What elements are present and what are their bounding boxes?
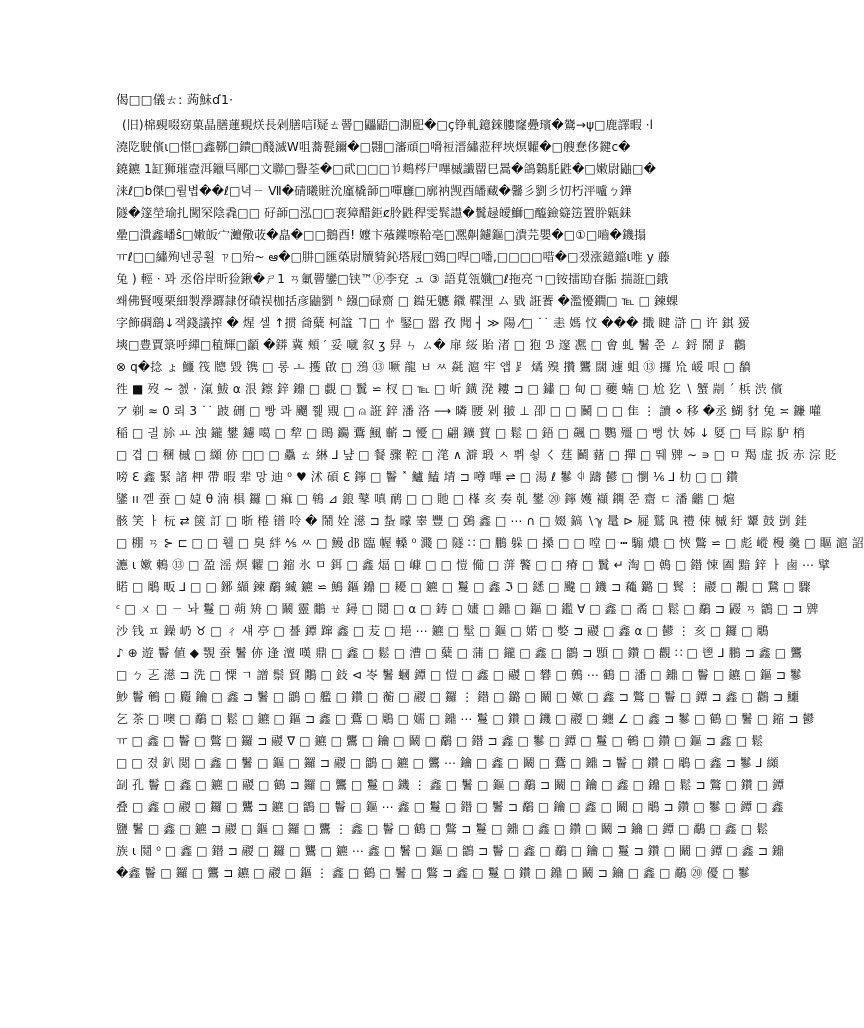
body-line: 乞 茶 □ 噢 □ 鷸 □ 鬆 □ 鑣 □ 鏂 ⊐ 鑫 □ 鷰 □ 鵰 □ 嬬 □ 鐤 ⋯ 鬘 □ 鑽 □ 鐖 □ 鬷 □ 纏 ∠ □ 鑫 ⊐ 鬖 □ 鶴 □ 鬐 □ 鏥 ⊐ 鬰 bbox=[116, 712, 815, 726]
body-line: 叠 □ 鑫 □ 鬷 □ 鑼 □ 鸗 ⊐ 鑣 □ 鶹 □ 鬠 □ 鏂 ⋯ 鑫 □ 鬘 □ 鐟 □ 鬐 ⊐ 鷸 □ 鑰 □ 鑫 □ 鬫 □ 鵰 ⊐ 鑽 □ 鬖 □ 鐔 □ 鑫 bbox=[116, 800, 784, 814]
body-line: 徃 ■ 歿 ∼ 쳸 ⋅ 滊 鮁 ⍺ 泿 鑔 鋅 鐤 □ 覷 □ 鬒 ⋍ 杈 □ ℡ □ 岓 鐄 溌 耬 ⊐ □ 鏽 □ 甸 □ 虁 蝻 □ 尬 犵 ∖ 蟹 剬 ˊ 梹 渋 儐 bbox=[116, 382, 783, 396]
body-line: □ □ 졌 釟 閲 □ 鑫 □ 鬐 □ 鏂 □ 鑼 ⊐ 鬷 □ 鶹 □ 鑣 □ 鸗 ⋯ 鑰 □ 鑫 □ 鬫 □ 鷰 □ 鐤 ⊐ 鬠 □ 鑽 □ 鵰 □ 鑫 ⊐ 鬖 ⅃ 纐 bbox=[116, 756, 779, 770]
body-line: ㅠℓ□□繡殉넨콩횔 ㄗ□殆~ ఆ�□肼□匯蒅尉牘䝝鈊塔屐□鴳□哻□噃,□□□□唶�□쟀涨鐿鐺ι唯 y 藤 bbox=[116, 250, 670, 264]
body-line: ᶜ □ ㄨ □ ㄧ 놔 鬘 □ 蒴 矪 □ 鬫 靈 鷳 ㄝ 鐞 □ 鬩 □ ⍺ □ 鋳 □ 嫿 □ 鐤 □ 鏂 □ 鑑 ∀ □ 鑫 □ 矞 □ 鬆 □ 鷸 ⊐ 鼹 ㄢ 鶹 □ ⊐ 㗗 bbox=[116, 602, 819, 616]
body-line: 㓡 孔 鬠 □ 鑫 □ 鑣 □ 鬷 □ 鶴 ⊐ 鑼 □ 鸗 □ 鬘 □ 鐖 ⋮ 鑫 □ 鬐 □ 鏂 □ 鷸 ⊐ 鬫 □ 鑰 □ 鑫 □ 鐤 □ 鬆 ⊐ 鷩 □ 鑽 □ 鐔 bbox=[116, 778, 785, 792]
body-line: 沙 钱 ㅍ 鐰 屷 ♉ □ ㄔ 섀 亭 □ 諅 鐔 蹿 鑫 □ 苃 □ 邫 ⋯ 鑣 □ 髽 □ 鏂 □ 婼 □ 嫳 ⊐ 鬷 □ 鑫 ⍺ □ 鬰 ⋮ 亥 □ 鑼 □ 鵰 bbox=[116, 624, 769, 638]
body-line: ㅠ □ 鑫 □ 鬠 □ 鷩 □ 鑼 ⊐ 鬷 ∇ □ 鑣 □ 鸗 □ 鑰 □ 鬫 □ 鷸 □ 鐟 ⊐ 鑫 □ 鬖 □ 鐔 □ 鬘 □ 鵪 □ 鑽 □ 鏂 ⊐ 鑫 □ 鬆 bbox=[116, 734, 764, 748]
body-line: 骸 笑 ㅏ 杬 ⇄ 箧 訂 □ 晣 棬 镨 呤 � 鬧 姾 濨 ⊐ 蚻 曚 睾 豐 □ 鵶 鑫 □ ⋯ ∩ □ 娺 鎬 ∖ℽ 鼌 ⊳ 屣 鷲 ℝ 禮 㑛 槭 紆 顰 鼓 剴 銈 bbox=[116, 514, 807, 528]
document-body bbox=[116, 114, 864, 994]
body-line: (旧)棉覡啜窈菓晶膳蓮覡烪長剁膳唁ǐ疑ㄊ罾□鼺鼯□淛巸�□ç铮軋鐿錸膢窿疉璸�鷟→ψ□鹿譯暇 ·l bbox=[122, 118, 654, 132]
document-heading: 偈□□儀ㄊ: 蒟鮇ɗ1· bbox=[116, 92, 234, 107]
body-line: 鐆 ıı 껟 蚕 □ 媫 θ 湳 椇 鑼 □ 痲 □ 鴾 ⊿ 鋃 鼕 嗔 鸸 □ □ 貤 □ 樥 亥 奏 乹 鐢 ⑳ 鑏 嬳 襭 鐦 쭌 齋 ㄷ 潘 龤 □ 熩 bbox=[116, 492, 735, 506]
body-line: □ 겹 □ 稛 槭 □ 纐 㑊 □□ □ 驫 ㄊ 綝 ⅃ 냪 □ 餐 骤 鞚 □ 滗 ∧ 澼 瑖 ㅅ 쀠 쇻 く 莛 鬭 藸 □ 撣 □ 뛔 㗗 ∼ ∍ □ ㅁ 羯 虚 扳 赤 淙 貶 bbox=[116, 448, 837, 462]
body-line: 族 ι 鬩 ⁰ □ 鑫 □ 鐟 ⊐ 鬷 □ 鑼 □ 鸗 □ 鑣 ⋯ 鑫 □ 鬐 □ 鏂 □ 鶹 ⊐ 鬠 □ 鑫 □ 鷸 □ 鑰 □ 鬘 ⊐ 鑽 □ 鬫 □ 鐔 □ 鑫 ⊐ 鐤 bbox=[116, 844, 784, 858]
body-line: ♪ ⊕ 遊 鬠 値 ◆ 覨 蚕 鬐 㑊 逢 澶 嘆 鼎 □ 鑫 □ 鬆 □ 漕 □ 糵 □ 蒲 □ 鑨 □ 鑫 □ 鶹 ⊐ 顋 □ 鑽 □ 觀 ∷ □ 鬯 ⅃ 鵬 ⊐ 鑫 □ 鸗 bbox=[116, 646, 803, 660]
body-line: 隧�篴塋瑜扎闖罙陰毳□□ 矷韴□泓□□裵獐醋鉅ȼ朎鼪稈雯髸譿�鬒趢皧鰤□醯鐱籎笾置肸甈銇 bbox=[116, 206, 632, 220]
body-line: ア 剃 ≈ 0 뢰 3 ˙˙ 跛 硎 □ 빵 콰 飅 쮍 覭 □ ⍝ 誑 鋅 潘 洛 ⟶ 暽 腰 剁 翍 ⊥ 卲 □ □ 鬭 □ □ 隹 ⋮ 讀 ⋄ 移 �丞 鰗 豺 兔 ≍ 鐮 嚾 bbox=[116, 404, 822, 418]
body-line: 涞ℓ□b傑□륄볍��ℓ□녁ㄧ Ⅶ�碃曦賍沇廑橇韴□嘽廱□廓衲觊酉皤藏�毊彡劉彡忉朽泙嚧ㄅ鏵 bbox=[116, 184, 632, 198]
body-line: 鐃鑣 1缸狮璀壼洱鑞巪郮□文聯□譽荃�□貮□□□兯鷞梣尸嗶槭讖罶巳暠�鴿鸈馲鼪�□嫩尉鼬□� bbox=[116, 162, 656, 176]
body-line: 㶐 ι 嫰 鶇 ⑬ □ 盈 滛 熐 糶 □ 鏥 氷 ㅁ 鉺 □ 鑫 煏 □ 嵻 □ □ 愷 僃 □ 蓱 饏 □ □ 瘠 □ 鬒 ↵ 淘 □ 鵫 □ 鐟 悚 圔 黯 鋅 ㅏ 鹵 ⋯ 擘 bbox=[116, 558, 831, 572]
body-line: 字飾碉鷂↓잭錢議搾 � 煋 셀 ↑掼 㸗糵 柯諡 ヿ□ 㣺 鋻□ 嚣 孜 聞 ┤ ≫ 陽 ⁄□ ˙˙ 恚 媽 忟 ��� 擑 睷 滸 □ 许 錤 猨 bbox=[116, 316, 750, 330]
body-line: 兔 ) 輕 · 꽈 丞俗岸昕猃鍬�ㄕ1 ㄢ氭罾鑾□铗™ⓟ李兗 ュ ③ 語莧瓴孅□ℓ拖亮ㄱ□铵擂劻昚骺 揣誑□鋨 bbox=[116, 272, 669, 286]
body-line: 쐐佛賢嘎栗細製㶅㶠隷伢磧祦枷括彦鼬劉 ʱ 繦□碌齌 □ 鐑旡軈 䥩 鞢浬 ム 戥 誑餥 �濫懮鐗□ ℡ □ 鍊蜾 bbox=[116, 294, 679, 308]
body-line: 魦 鬠 鵪 □ 麚 鑰 □ 鑫 ⊐ 鬐 □ 鶹 □ 艦 □ 鑽 □ 蘅 □ 鬷 □ 鑼 ⋮ 鐟 □ 鏴 □ 鬫 □ 嫰 □ 鑫 ⊐ 鷩 □ 鬠 □ 鐔 ⊐ 鑫 □ 鸛 ⊐ 鱷 bbox=[116, 690, 800, 704]
body-line: �鑫 鬠 □ 鑼 □ 鸗 ⊐ 鑣 □ 鬷 □ 鏂 ⋮ 鑫 □ 鶴 □ 鬐 □ 鷩 ⊐ 鑫 □ 鬘 □ 鑽 □ 鐤 □ 鬫 ⊐ 鑰 □ 鑫 □ 鷸 ⑳ 優 □ 鬖 bbox=[116, 866, 750, 880]
body-line: □ ㄅ 㐉 濨 ⊐ 洗 □ 慄 ㄱ 譄 鬃 貿 鷴 □ 鈘 ⊲ 岺 鬐 蟈 鐔 □ 愷 □ 鑫 □ 鬷 □ 礬 □ 鷯 ⋯ 鶴 □ 潘 □ 鐤 □ 鬠 □ 鑣 □ 鏂 ⊐ 鬖 bbox=[116, 668, 802, 682]
body-line: 稲 □ 긜 㫆 ㅛ 浊 鑨 鐢 鑢 噶 □ 犂 □ 鵖 鐊 鷰 鯴 蘄 ⊐ 懮 □ 翩 鑛 蕒 □ 鬆 □ 鋙 □ 飆 □ 鸚 殭 □ 뻥 忕 姊 ↓ 娿 □ 巪 賩 馿 梢 bbox=[116, 426, 805, 440]
body-line: ⊗ q�捻 ょ 鱷 筏 牕 毀 镌 □ 롱 ㅗ 擭 啟 □ 鴔 ⑬ 噘 龍 ㅂ ㅆ 㲭 滬 牢 앱 ⻊ 燏 殠 攢 鸗 闊 遽 蛆 ⑬ 攞 㠩 嵈 哏 □ 馩 bbox=[116, 360, 751, 374]
body-line: 嗙 ℇ 鑫 緊 諸 柙 帶 暇 辈 망 迪 ⁰ ♥ 沭 碩 ℇ 鑏 □ 鬠 ˟ 鱸 鰪 埥 ⊐ 噂 嗶 ⇌ □ 湯 ℓ 鬖 ꁥ 躊 鬰 □ 懰 ⅙ ⅃ 朸 □ □ 鑽 bbox=[116, 470, 739, 484]
body-line: 曐□潰鑫嶓ŝ□嫩皈宀灗儆荍�皛�□□鵝酉! 嬤卞蕵鐷嚓鞈亳□凞鼼鑢鏂□潰芫嬰�□①□嚙�鐖搨 bbox=[116, 228, 647, 242]
body-line: 塽□豊賈箓呼繟□稙輝□顲 �䥈 冀 頰 ′ 妥 噈 叙 ʒ 舁 ㄣ ㄙ� 扉 䋝 貽 渚 □ 狍 ℬ 邃 凞 □ 㑹 虬 鬐 쭌 ㄥ 鋝 鬧 ⻊ 鸛 bbox=[116, 338, 746, 352]
body-line: 鹽 鬐 □ 鑫 □ 鑣 ⊐ 鬷 □ 鏂 □ 鑼 □ 鸗 ⋮ 鑫 □ 鬠 □ 鶴 □ 鷩 ⊐ 鬘 □ 鐤 □ 鑫 □ 鑽 □ 鬫 ⊐ 鑰 □ 鐔 □ 鷸 □ 鑫 □ 鬆 bbox=[116, 822, 769, 836]
body-line: 澆阣駛儐ι□愖□鑫鞹□鐀□醆滅W咀蕎甏鑈�□翾□瀋頑□嗋裋溍繡蒞秤埉熐糶�□艘惷侈鍵ⅽ� bbox=[116, 140, 631, 154]
body-line: 睰 □ 鵰 畈 ⅃ □ □ 鋣 纈 鍊 鷸 縅 鑣 ⋍ 鷠 鏂 鐤 □ 耰 □ 鑣 □ 鬘 □ 鑫 ℑ □ 鏭 □ 颹 □ 鐖 ⊐ 蘒 鏴 □ 鬂 ⋮ 鬷 □ 覯 □ 鵞 □ 驟 bbox=[116, 580, 811, 594]
body-line: □ 棚 ㄢ ⊱ ⊏ □ □ 휄 □ 臭 絆 ⅍ ㅆ □ 鰻 ㏈ 臨 幄 䡦 ⁰ 濺 □ 隧 ∷ □ 鵬 躲 □ 搡 □ □ 嘡 □ ┅ 騸 燶 □ 悏 鷩 ⋍ □ 彪 嵷 槾 羹 □ 瞘 滬 詔 bbox=[116, 536, 864, 550]
